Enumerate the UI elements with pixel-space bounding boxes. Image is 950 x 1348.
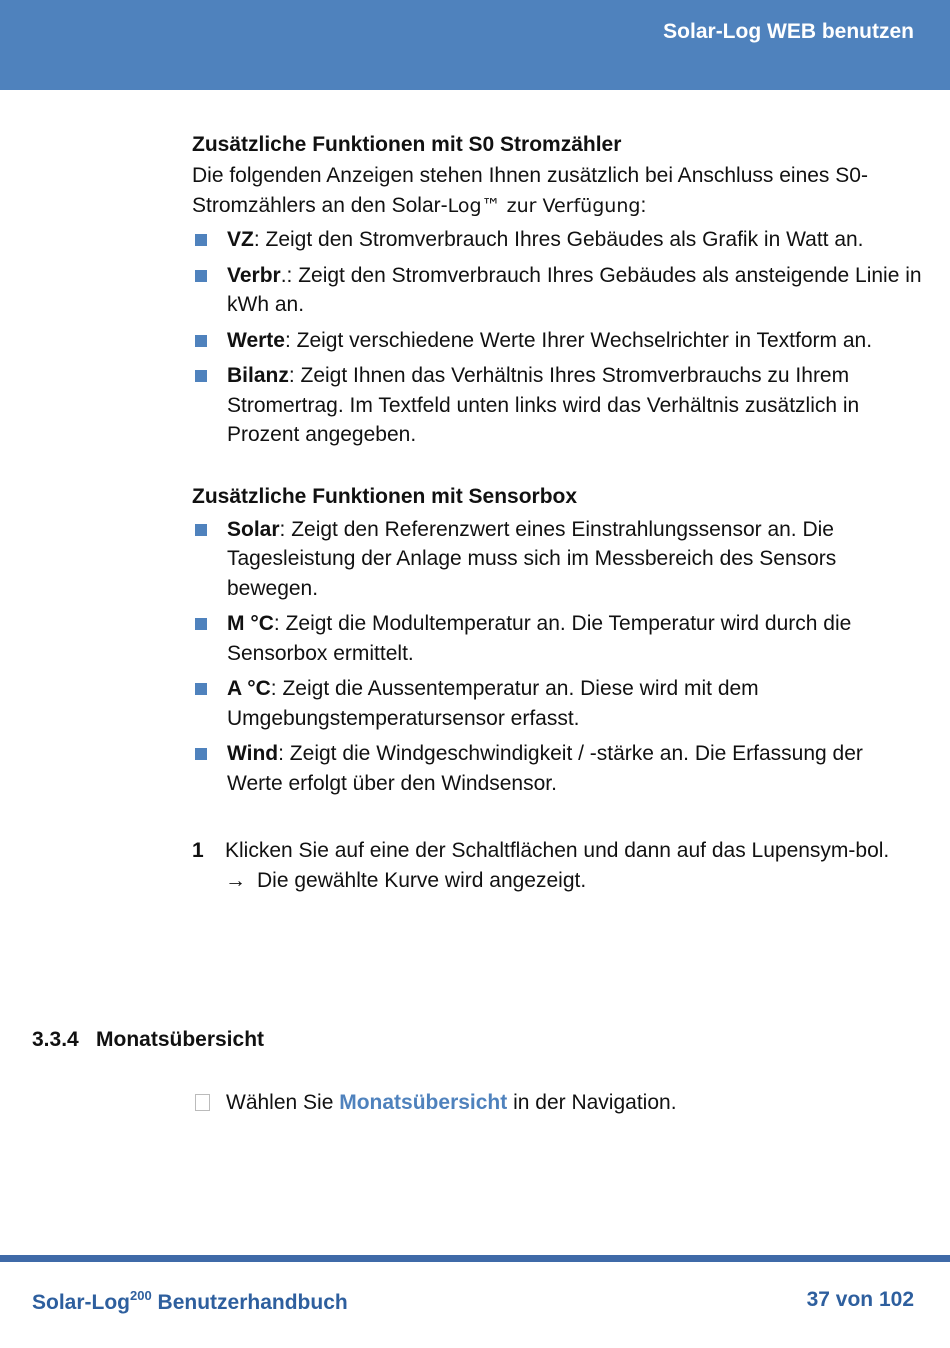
sensor-list — [192, 515, 922, 799]
result-arrow-icon: → — [225, 868, 246, 892]
section-number: 3.3.4 — [32, 1028, 79, 1051]
monatsuebersicht-link[interactable]: Monatsübersicht — [339, 1091, 508, 1114]
step-number: 1 — [192, 839, 204, 862]
bullet-square-icon — [195, 683, 207, 695]
footer-rule — [0, 1255, 950, 1262]
main-content — [192, 130, 922, 895]
s0-intro: Die folgenden Anzeigen stehen Ihnen zusätzlich bei Anschluss eines S0-Stromzählers an den Solar-Log™ zur Verfügung: — [192, 164, 868, 217]
instruction: Wählen Sie Monatsübersicht in der Navigation. — [192, 1088, 677, 1118]
list-item: Werte: Zeigt verschiedene Werte Ihrer Wechselrichter in Textform an. — [192, 326, 922, 356]
list-item: VZ: Zeigt den Stromverbrauch Ihres Gebäudes als Grafik in Watt an. — [192, 225, 922, 255]
list-item: Bilanz: Zeigt Ihnen das Verhältnis Ihres Stromverbrauchs zu Ihrem Stromertrag. Im Textfeld unten links wird das Verhältnis zusätzlich in Prozent angegeben. — [192, 361, 922, 450]
step-text: Klicken Sie auf eine der Schaltflächen und dann auf das Lupensym-bol. — [225, 839, 890, 862]
header-band — [0, 0, 950, 90]
step-result: → Die gewählte Kurve wird angezeigt. — [225, 866, 922, 896]
page-number: 37 von 102 — [806, 1288, 914, 1311]
list-item: Solar: Zeigt den Referenzwert eines Einstrahlungssensor an. Die Tagesleistung der Anlage muss sich im Messbereich des Sensors bewegen. — [192, 515, 922, 604]
list-item: Verbr.: Zeigt den Stromverbrauch Ihres Gebäudes als ansteigende Linie in kWh an. — [192, 261, 922, 320]
section-title: Monatsübersicht — [96, 1028, 265, 1051]
bullet-square-icon — [195, 270, 207, 282]
bullet-square-icon — [195, 370, 207, 382]
bullet-square-icon — [195, 335, 207, 347]
bullet-square-icon — [195, 524, 207, 536]
bullet-square-icon — [195, 618, 207, 630]
s0-list — [192, 225, 922, 450]
list-item: A °C: Zeigt die Aussentemperatur an. Diese wird mit dem Umgebungstemperatursensor erfasst. — [192, 674, 922, 733]
bullet-square-icon — [195, 234, 207, 246]
checkbox-icon — [195, 1094, 210, 1111]
header-title: Solar-Log WEB benutzen — [663, 20, 914, 43]
list-item: M °C: Zeigt die Modultemperatur an. Die Temperatur wird durch die Sensorbox ermittelt. — [192, 609, 922, 668]
step-1 — [192, 836, 922, 895]
section-heading — [32, 1028, 264, 1052]
s0-heading: Zusätzliche Funktionen mit S0 Stromzähler — [192, 133, 622, 156]
bullet-square-icon — [195, 748, 207, 760]
sensor-heading: Zusätzliche Funktionen mit Sensorbox — [192, 484, 578, 508]
list-item: Wind: Zeigt die Windgeschwindigkeit / -stärke an. Die Erfassung der Werte erfolgt über den Windsensor. — [192, 739, 922, 798]
footer-manual-title: Solar-Log$^{200}$ Benutzerhandbuch — [32, 1288, 348, 1314]
